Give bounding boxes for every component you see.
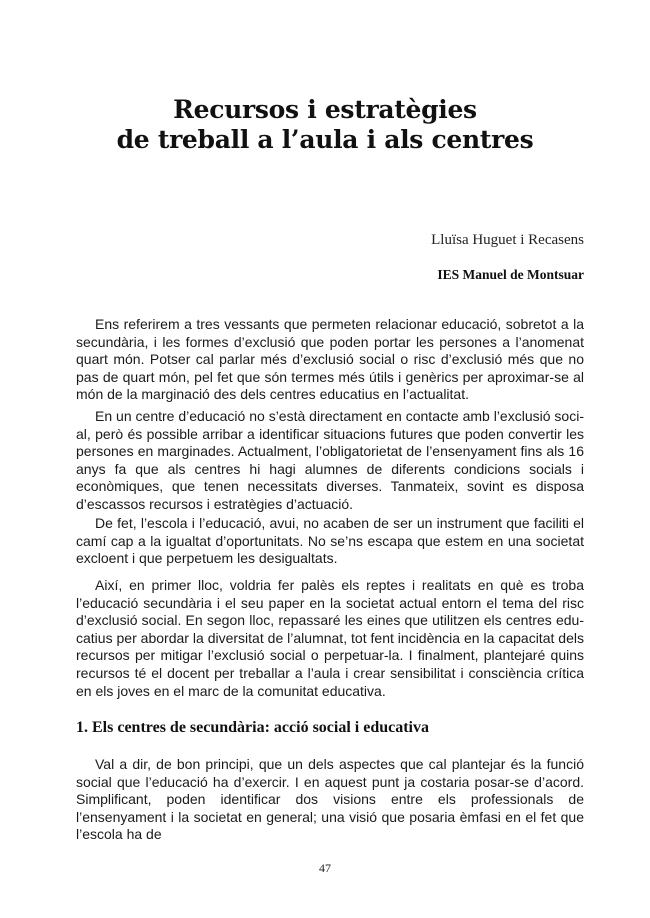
body-paragraph-4: Així, en primer lloc, voldria fer palès els reptes i realitats en què es troba l’educació secundària i el seu paper en la societat actual entorn el tema del risc d’exclusió social. En segon lloc, repassaré les eines que utilitzen els centres educatius per abordar la diversitat de l’alumnat, tot fent incidència en la capacitat dels recursos per mitigar l’exclusió social o perpetuar-la. I finalment, plantejaré quins recursos té el docent per treballar a l’aula i crear sensibilitat i consciència crítica en els joves en el marc de la comunitat educativa.: [76, 577, 584, 699]
page-number: 47: [319, 861, 331, 875]
title-line-2: de treball a l’aula i als centres: [116, 124, 534, 154]
author-affiliation: IES Manuel de Montsuar: [437, 267, 584, 282]
section-1-paragraph-1: Val a dir, de bon principi, que un dels aspectes que cal plantejar és la funció social que l’educació ha d’exercir. I en aquest punt ja costaria posar-se d’acord. Simplificant, poden identificar dos visions entre els professionals de l’ensenyament i la societat en general; una visió que posaria èmfasi en el fet que l’escola ha de: [76, 756, 584, 843]
section-heading-1: 1. Els centres de secundària: acció social i educativa: [76, 719, 429, 736]
author-name: Lluïsa Huguet i Recasens: [431, 232, 584, 248]
article-title: [0, 95, 650, 155]
body-paragraph-1: Ens referirem a tres vessants que permeten relacionar educació, sobretot a la secundària, i les formes d’exclusió que poden portar les persones a l’anomenat quart món. Potser cal parlar més d’exclusió social o risc d’exclusió més que no pas de quart món, pel fet que són termes més útils i genèrics per aproximar-se al món de la marginació des dels centres educatius en l’actualitat.: [76, 316, 584, 403]
body-paragraph-2: En un centre d’educació no s’està directament en contacte amb l’exclusió social, però és possible arribar a identificar situacions futures que poden convertir les persones en marginades. Actualment, l’obligatorietat de l’ensenyament fins als 16 anys fa que als centres hi hagi alumnes de diferents condicions socials i econòmiques, que tenen necessitats diverses. Tanmateix, sovint es disposa d’escassos recursos i estratègies d’actuació.: [76, 408, 584, 512]
body-paragraph-3: De fet, l’escola i l’educació, avui, no acaben de ser un instrument que faciliti el camí cap a la igualtat d’oportunitats. No se’ns escapa que estem en una societat excloent i que perpetuem les desigualtats.: [76, 515, 584, 567]
title-line-1: Recursos i estratègies: [173, 94, 477, 124]
